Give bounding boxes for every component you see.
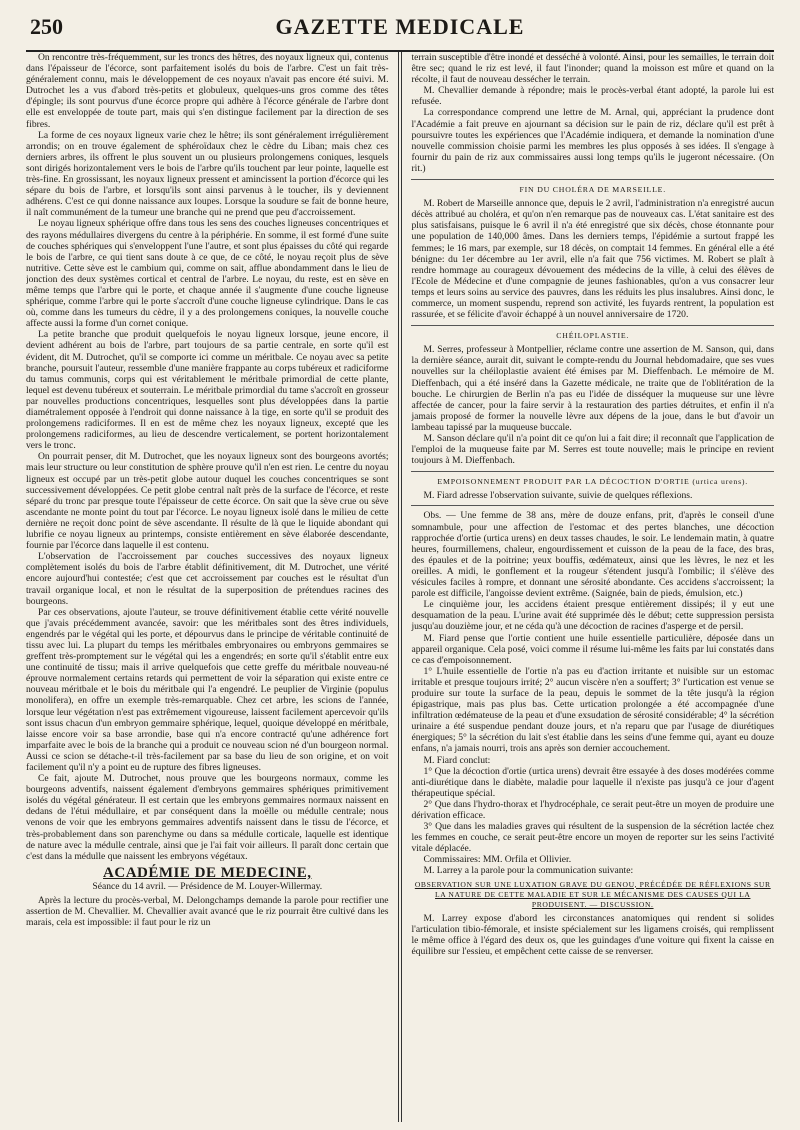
article-paragraph: La petite branche que produit quelquefois le noyau ligneux lorsque, jeune encore, il devient adhérent au bois de l'arbre, part toujours de sa partie centrale, en sorte qu'il est évident, dit M. Dutrochet, qu'il se comporte ici comme un méritbale. Ce noyau avec sa petite branche, poursuit l'auteur, ressemble d'une manière frappante au corps tubéreux et radiciforme du tamus communis, corps qui est véritablement le méritbale primordial de cette plante, lequel est devenu tubéreux et souterrain. Le méritbale primordial du tame s'accroît en grosseur par nouvelles productions concentriques, lesquelles sont plus développées dans la partie diamétralement opposée à l'endroit qui donne naissance à la tige, en sorte qu'il se produit des prolongemens radiciformes. Il en est de même chez les noyaux ligneux, excepté que les prolongemens radiciformes, au lieu de descendre verticalement, se portent horizontalement vers le tronc. <box>26 329 389 452</box>
academy-paragraph: Après la lecture du procès-verbal, M. Delongchamps demande la parole pour rectifier une assertion de M. Chevallier. M. Chevallier avait avancé que le riz pourrait être cultivé dans les marais, cela est impossible: il faut pour le riz un <box>26 895 389 929</box>
cheiloplastie-heading: CHÉILOPLASTIE. <box>411 325 774 341</box>
article-paragraph: La forme de ces noyaux ligneux varie chez le hêtre; ils sont généralement irrégulièrement arrondis; on en trouve également de sphéroïdaux chez le cèdre du Liban; mais chez ces derniers arbres, ils offrent le plus souvent un ou plusieurs prolongemens coniques, lesquels sont dirigés horizontalement vers le bois de l'arbre qu'ils touchent par leur pointe, laquelle est très-fine. En grossissant, les noyaux ligneux pressent et amincissent la portion d'écorce qui les sépare du bois de l'arbre, et lorsqu'ils sont ainsi parvenus à le toucher, ils y deviennent adhérens. C'est ce qui donne naissance aux loupes. Lorsque la soudure se fait de bonne heure, il naît communément de la tumeur une branche qui ne prend que peu d'accroissement. <box>26 129 389 219</box>
page-number: 250 <box>30 14 63 39</box>
ortie-heading: EMPOISONNEMENT PRODUIT PAR LA DÉCOCTION D'ORTIE (urtica urens). <box>411 471 774 487</box>
article-paragraph: Commissaires: MM. Orfila et Ollivier. <box>423 854 572 866</box>
article-paragraph: 3° Que dans les maladies graves qui résultent de la suspension de la sécrétion lactée chez les femmes en couche, ce serait peut-être encore un moyen de reporter sur les seins l'activité vitale déplacée. <box>411 821 774 855</box>
seance-line: Séance du 14 avril. — Présidence de M. Louyer-Willermay. <box>92 880 323 892</box>
journal-title: GAZETTE MEDICALE <box>275 14 525 39</box>
page-header <box>26 10 774 52</box>
article-paragraph: Le noyau ligneux sphérique offre dans tous les sens des couches ligneuses concentriques et des rayons médullaires divergens du centre à la périphérie. En somme, il est formé d'une suite de couches sphériques qui s'enveloppent l'une l'autre, et sont plus épaisses du côté qui regarde le bois de l'arbre, ce qui tient sans doute à ce que, de ce côté, le noyau reçoit plus de sève nutritive. Cette sève est le cambium qui, comme on sait, afflue abondamment dans le lieu de jonction des deux systèmes cortical et central de l'arbre. Le noyau, du reste, est en sève en même temps que l'arbre qui le porte, et chaque année il s'augmente d'une couche ligneuse sphérique, comme l'arbre qui le porte s'accroît d'une couche ligneuse cylindrique. Dans le cas où, comme dans les tumeurs du cèdre, il y a des prolongemens coniques, la nouvelle couche affecte aussi la forme d'un cornet conique. <box>26 218 389 330</box>
article-paragraph: M. Fiard pense que l'ortie contient une huile essentielle particulière, déposée dans un appareil organique. Cela posé, voici comme il résume lui-même les faits par lui constatés dans ce cas d'empoisonnement. <box>411 632 774 666</box>
article-paragraph: M. Fiard conclut: <box>423 754 491 766</box>
two-column-body <box>26 52 774 1122</box>
luxation-heading: OBSERVATION SUR UNE LUXATION GRAVE DU GENOU, PRÉCÉDÉE DE RÉFLEXIONS SUR LA NATURE DE CETTE MALADIE ET SUR LE MÉCANISME DES CAUSES QUI LA PRODUISENT. — DISCUSSION. <box>414 879 771 909</box>
article-paragraph: M. Sanson déclare qu'il n'a point dit ce qu'on lui a fait dire; il reconnaît que l'application de l'emploi de la muqueuse faite par M. Serres est toute nouvelle; mais le principe en revient toujours à M. Dieffenbach. <box>411 433 774 467</box>
article-paragraph: M. Robert de Marseille annonce que, depuis le 2 avril, l'administration n'a enregistré aucun décès attribué au choléra, et qu'on n'en remarque pas de nouveaux cas. L'état sanitaire est des plus satisfaisans, puisque le 6 avril il n'a été enregistré que six décès, chose étonnante pour une population de 140,000 âmes. Dans les derniers temps, l'épidémie a surtout frappé les femmes; le 16 mars, par exemple, sur 18 décès, on comptait 14 femmes. En général elle a été bénigne: du 1er décembre au 1er avril, elle n'a fait que 756 victimes. M. Robert se plaît à rendre hommage au courageux dévouement des médecins de la ville, à celui des élèves de l'Ecole de Médecine et d'une compagnie de jeunes fashionables, qu'on a vus consacrer leur temps et leurs soins au service des pauvres, dans les réduits les plus insalubres. Ainsi donc, le commerce, un moment suspendu, reprend son activité, les fuyards rentrent, la population est rassurée, et se félicite d'avoir échappé à un nouvel anniversaire de 1720. <box>411 198 774 321</box>
section-rule <box>411 505 774 506</box>
article-paragraph: M. Chevallier demande à répondre; mais le procès-verbal étant adopté, la parole lui est refusée. <box>411 85 774 108</box>
article-paragraph: 1° Que la décoction d'ortie (urtica urens) devrait être essayée à des doses modérées comme anti-diurétique dans le diabète, maladie pour laquelle il n'existe pas jusqu'à ce jour d'agent thérapeutique spécial. <box>411 765 774 799</box>
article-paragraph: M. Larrey expose d'abord les circonstances anatomiques qui rendent si solides l'articulation tibio-fémorale, et insiste spécialement sur les ligamens croisés, qui remplissent le même office à l'égard des deux os, que les guindages d'une voiture qui fixent la caisse en équilibre sur l'essieu, et empêchent cette caisse de se renverser. <box>411 912 774 957</box>
article-paragraph: Ce fait, ajoute M. Dutrochet, nous prouve que les bourgeons normaux, comme les bourgeons adventifs, naissent également d'embryons gemmaires sphériques primitivement isolés du végétal générateur. Il est certain que les embryons gemmaires normaux naissent en dedans de l'étui médullaire, et par conséquent dans la moëlle ou médulle centrale; nous venons de voir que les embryons gemmaires adventifs naissent dans le tissu de l'écorce, et très-probablement dans son parenchyme ou dans sa médulle corticale, laquelle est identique de nature avec la médulle centrale, ainsi que je l'ai fait voir ailleurs. Il paraît donc certain que c'est dans la médulle que naissent les embryons végétaux. <box>26 773 389 862</box>
article-paragraph: On pourrait penser, dit M. Dutrochet, que les noyaux ligneux sont des bourgeons avortés; mais leur structure ou leur constitution de sphère prouve qu'il n'en est rien. Le centre du noyau ligneux est occupé par un très-petit globe autour duquel les couches concentriques se sont successivement développées. Ce petit globe central naît près de la surface de l'écorce, et reste séparé du tronc par presque toute l'épaisseur de cette écorce. On sait que la sève crue ou sève ascendante ne monte point du tout par l'écorce. Le noyau ligneux isolé dans le milieu de cette dernière ne reçoit donc point de sève ascendante. Il résulte de là que le liquide abondant qui lubrifie ce noyau ligneux au printemps, consiste entièrement en sève élaborée descendante, fournie par l'écorce dans laquelle il est contenu. <box>26 451 389 552</box>
article-paragraph: M. Fiard adresse l'observation suivante, suivie de quelques réflexions. <box>423 490 693 502</box>
article-paragraph: terrain susceptible d'être inondé et desséché à volonté. Ainsi, pour les semailles, le terrain doit être sec; quand le riz est levé, il faut l'inonder; quand la moisson est mûre et quand on la récolte, il faut de nouveau dessécher le terrain. <box>411 52 774 86</box>
article-paragraph: Par ces observations, ajoute l'auteur, se trouve définitivement établie cette vérité nouvelle que j'avais précédemment avancée, savoir: que les méritbales sont des êtres individuels, engendrés par le végétal qui les porte, et dépourvus dans le principe de véritable continuité de tissu avec lui. La plupart du temps les méritbales embryonaires ou embryons gemmaires se greffent très-promptement sur le végétal qui les a engendrés; en sorte qu'il s'établit entre eux une continuité de tissu; mais il arrive quelquefois que cette greffe du méritbale nouveau-né éprouve normalement certains retards qui permettent de voir la séparation qui existe entre ce nouveau méritbale et le bois du méritbale qui l'a engendré. Le peuplier de Virginie (populus monolifera), en offre un exemple très-remarquable. Chez cet arbre, les scions de l'année, lorsque leur végétation n'est pas extrêmement vigoureuse, laissent facilement apercevoir qu'ils sont issus chacun d'un embryon gemmaire sphérique, lequel, quoique développé en méritbale, laisse encore voir sa base arrondie, base qui n'a encore contracté qu'une adhérence fort imparfaite avec le bois de la branche qui a produit ce nouveau scion né d'un bourgeon normal. Aussi ce scion se détache-t-il très-facilement par sa base du lieu de son origine, et on voit facilement qu'il n'y a point eu de rupture des fibres ligneuses. <box>26 606 389 773</box>
academy-heading: ACADÉMIE DE MEDECINE, <box>103 864 312 881</box>
article-paragraph: On rencontre très-fréquemment, sur les troncs des hêtres, des noyaux ligneux qui, contenus dans l'épaisseur de l'écorce, sont parfaitement isolés du bois de l'arbre. C'est un fait très-généralement connu, mais le développement de ces noyaux n'avait pas encore été suivi. M. Dutrochet les a vus d'abord très-petits et globuleux, quelques-uns gros comme des têtes d'épingle; ils sont pourvus d'une écorce propre qui adhère à l'écorce générale de l'arbre dont elle est enveloppée de toute part, mais qui s'en distingue facilement par la direction de ses fibres. <box>26 52 389 130</box>
article-paragraph: La correspondance comprend une lettre de M. Arnal, qui, appréciant la prudence dont l'Académie a fait preuve en ajournant sa décision sur le pain de riz, déclare qu'il est prêt à poursuivre toutes les expériences que l'Académie indiquera, et demande la nomination d'une nouvelle commission choisie parmi les membres les plus opposés à ses idées. Il s'engage à fournir du pain de riz aux commissaires aussi long temps qu'ils le jugeront nécessaire. (On rit.) <box>411 107 774 174</box>
article-paragraph: Le cinquième jour, les accidens étaient presque entièrement dissipés; il y eut une desquamation de la peau. L'urine avait été supprimée dès le début; cette suppression persista jusqu'au douzième jour, et ne céda qu'à une décoction de racines d'asperge et de persil. <box>411 599 774 633</box>
article-paragraph: M. Larrey a la parole pour la communication suivante: <box>423 865 634 877</box>
article-paragraph: 1° L'huile essentielle de l'ortie n'a pas eu d'action irritante et nuisible sur un estomac irritable et presque toujours irrité; 2° aucun viscère n'en a souffert; 3° l'urtication est venue se produire sur toute la surface de la peau, depuis le sommet de la tête jusqu'à la région épigastrique, mais pas plus bas. Cette urtication prolongée a été accompagnée d'une infiltration œdémateuse de la peau et d'une exsudation de sérosité considérable; 4° la sécrétion urinaire a été suspendue pendant douze jours, et n'a reparu que par l'usage de diurétiques énergiques; 5° la sécrétion du lait s'est établie dans les seins d'une femme qui, ayant eu douze enfans, n'a jamais nourri, trois ans après son dernier accouchement. <box>411 665 774 755</box>
cholera-heading: FIN DU CHOLÉRA DE MARSEILLE. <box>411 179 774 195</box>
right-column <box>402 52 774 1122</box>
article-paragraph: M. Serres, professeur à Montpellier, réclame contre une assertion de M. Sanson, qui, dans la dernière séance, aurait dit, suivant le compte-rendu du Journal hebdomadaire, que ses vues nouvelles sur la chéiloplastie avaient été émises par M. Dieffenbach. Le mémoire de M. Dieffenbach, qui a été inséré dans la Gazette médicale, ne traite que de l'oblitération de la bouche. Le chirurgien de Berlin n'a pas eu l'idée de disséquer la muqueuse sur une lèvre affectée de cancer, pour la faire servir à la restauration des parties détruites, et enfin il n'a jamais proposé de former la nouvelle lèvre aux dépens de la joue, dans le but d'avoir un lambeau tapissé par la muqueuse buccale. <box>411 344 774 433</box>
article-paragraph: L'observation de l'accroissement par couches successives des noyaux ligneux complètement isolés du bois de l'arbre établit définitivement, dit M. Dutrochet, une vérité encore aujourd'hui contestée; c'est que cet accroissement par couches est le résultat d'un travail organique local, et non le résultat de la superposition de prétendues racines des bourgeons. <box>26 551 389 607</box>
article-paragraph: Obs. — Une femme de 38 ans, mère de douze enfans, prit, d'après le conseil d'une somnambule, pour une affection de l'estomac et des pertes blanches, une décoction rapprochée d'ortie (urtica urens) en deux tasses chaudes, le soir. Le lendemain matin, à quatre heures, fourmillemens, chaleur, engourdissement et cuisson de la peau de la face, des bras, des épaules et de la poitrine; yeux bouffis, œdémateux, ainsi que les lèvres, le nez et les oreilles. A midi, le gonflement et la rougeur s'étendent jusqu'à l'ombilic; il s'élève des vésicules faciles à rompre, et donnant une sérosité abondante. Ces accidens s'accroissent; la parole est difficile, l'angoisse devient extrême. (Saignée, bain de pieds, émulsion, etc.) <box>411 510 774 600</box>
article-paragraph: 2° Que dans l'hydro-thorax et l'hydrocéphale, ce serait peut-être un moyen de produire une dérivation efficace. <box>411 798 774 821</box>
left-column <box>26 52 398 1122</box>
